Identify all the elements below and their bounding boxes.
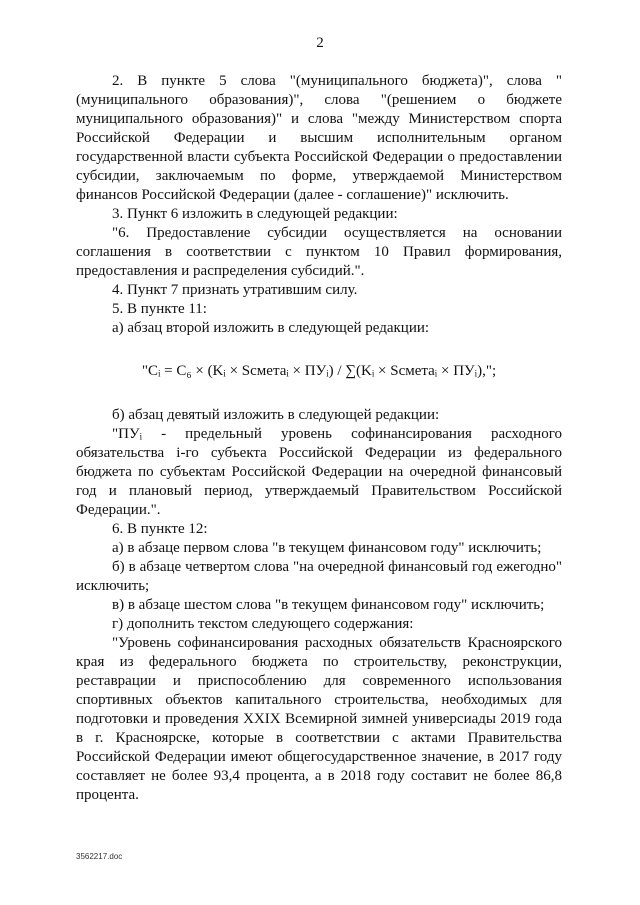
paragraph-item-5a: а) абзац второй изложить в следующей редакции: xyxy=(112,320,430,336)
file-name-footer: 3562217.doc xyxy=(76,852,123,861)
paragraph-item-6: 6. В пункте 12: xyxy=(112,521,208,537)
paragraph-pu-definition: "ПУᵢ - предельный уровень софинансирования расходного обязательства i-го субъекта Российской Федерации из федерального бюджета по субъектам Российской Федерации на очередной финансовый год и плановый период, утверждаемый Правительством Российской Федерации.". xyxy=(76,426,562,518)
paragraph-krasnoyarsk-cofinancing: "Уровень софинансирования расходных обязательств Красноярского края из федерального бюджета по строительству, реконструкции, реставрации и приспособлению для современного использования спортивных объектов капитального строительства, необходимых для подготовки и проведения XXIX Всемирной зимней универсиады 2019 года в г. Красноярске, которые в соответствии с актами Правительства Российской Федерации имеют общегосударственное значение, в 2017 году составляет не более 93,4 процента, а в 2018 году составит не более 86,8 процента. xyxy=(76,635,562,803)
paragraph-item-2: 2. В пункте 5 слова "(муниципального бюджета)", слова "(муниципального образования)", слова "(решением о бюджете муниципального образования)" и слова "между Министерством спорта Российской Федерации и высшим исполнительным органом государственной власти субъекта Российской Федерации о предоставлении субсидии, заключаемым по форме, утверждаемой Министерством финансов Российской Федерации (далее - соглашение)" исключить. xyxy=(76,73,562,203)
paragraph-item-5b: б) абзац девятый изложить в следующей редакции: xyxy=(112,407,440,423)
paragraph-item-4: 4. Пункт 7 признать утратившим силу. xyxy=(112,282,358,298)
subsidy-formula: "Cᵢ = C₆ × (Kᵢ × Sсметаᵢ × ПУᵢ) / ∑(Kᵢ × Sсметаᵢ × ПУᵢ),"; xyxy=(141,363,497,379)
document-body xyxy=(76,72,562,805)
paragraph-item-6b: б) в абзаце четвертом слова "на очередной финансовый год ежегодно" исключить; xyxy=(76,559,562,594)
paragraph-item-6-quote: "6. Предоставление субсидии осуществляется на основании соглашения в соответствии с пунктом 10 Правил формирования, предоставления и распределения субсидий.". xyxy=(76,225,562,279)
paragraph-item-5: 5. В пункте 11: xyxy=(112,301,207,317)
paragraph-item-6a: а) в абзаце первом слова "в текущем финансовом году" исключить; xyxy=(112,540,542,556)
page-number: 2 xyxy=(316,35,324,51)
paragraph-item-6g: г) дополнить текстом следующего содержания: xyxy=(112,616,414,632)
paragraph-item-6v: в) в абзаце шестом слова "в текущем финансовом году" исключить; xyxy=(112,597,545,613)
paragraph-item-3: 3. Пункт 6 изложить в следующей редакции: xyxy=(112,206,398,222)
